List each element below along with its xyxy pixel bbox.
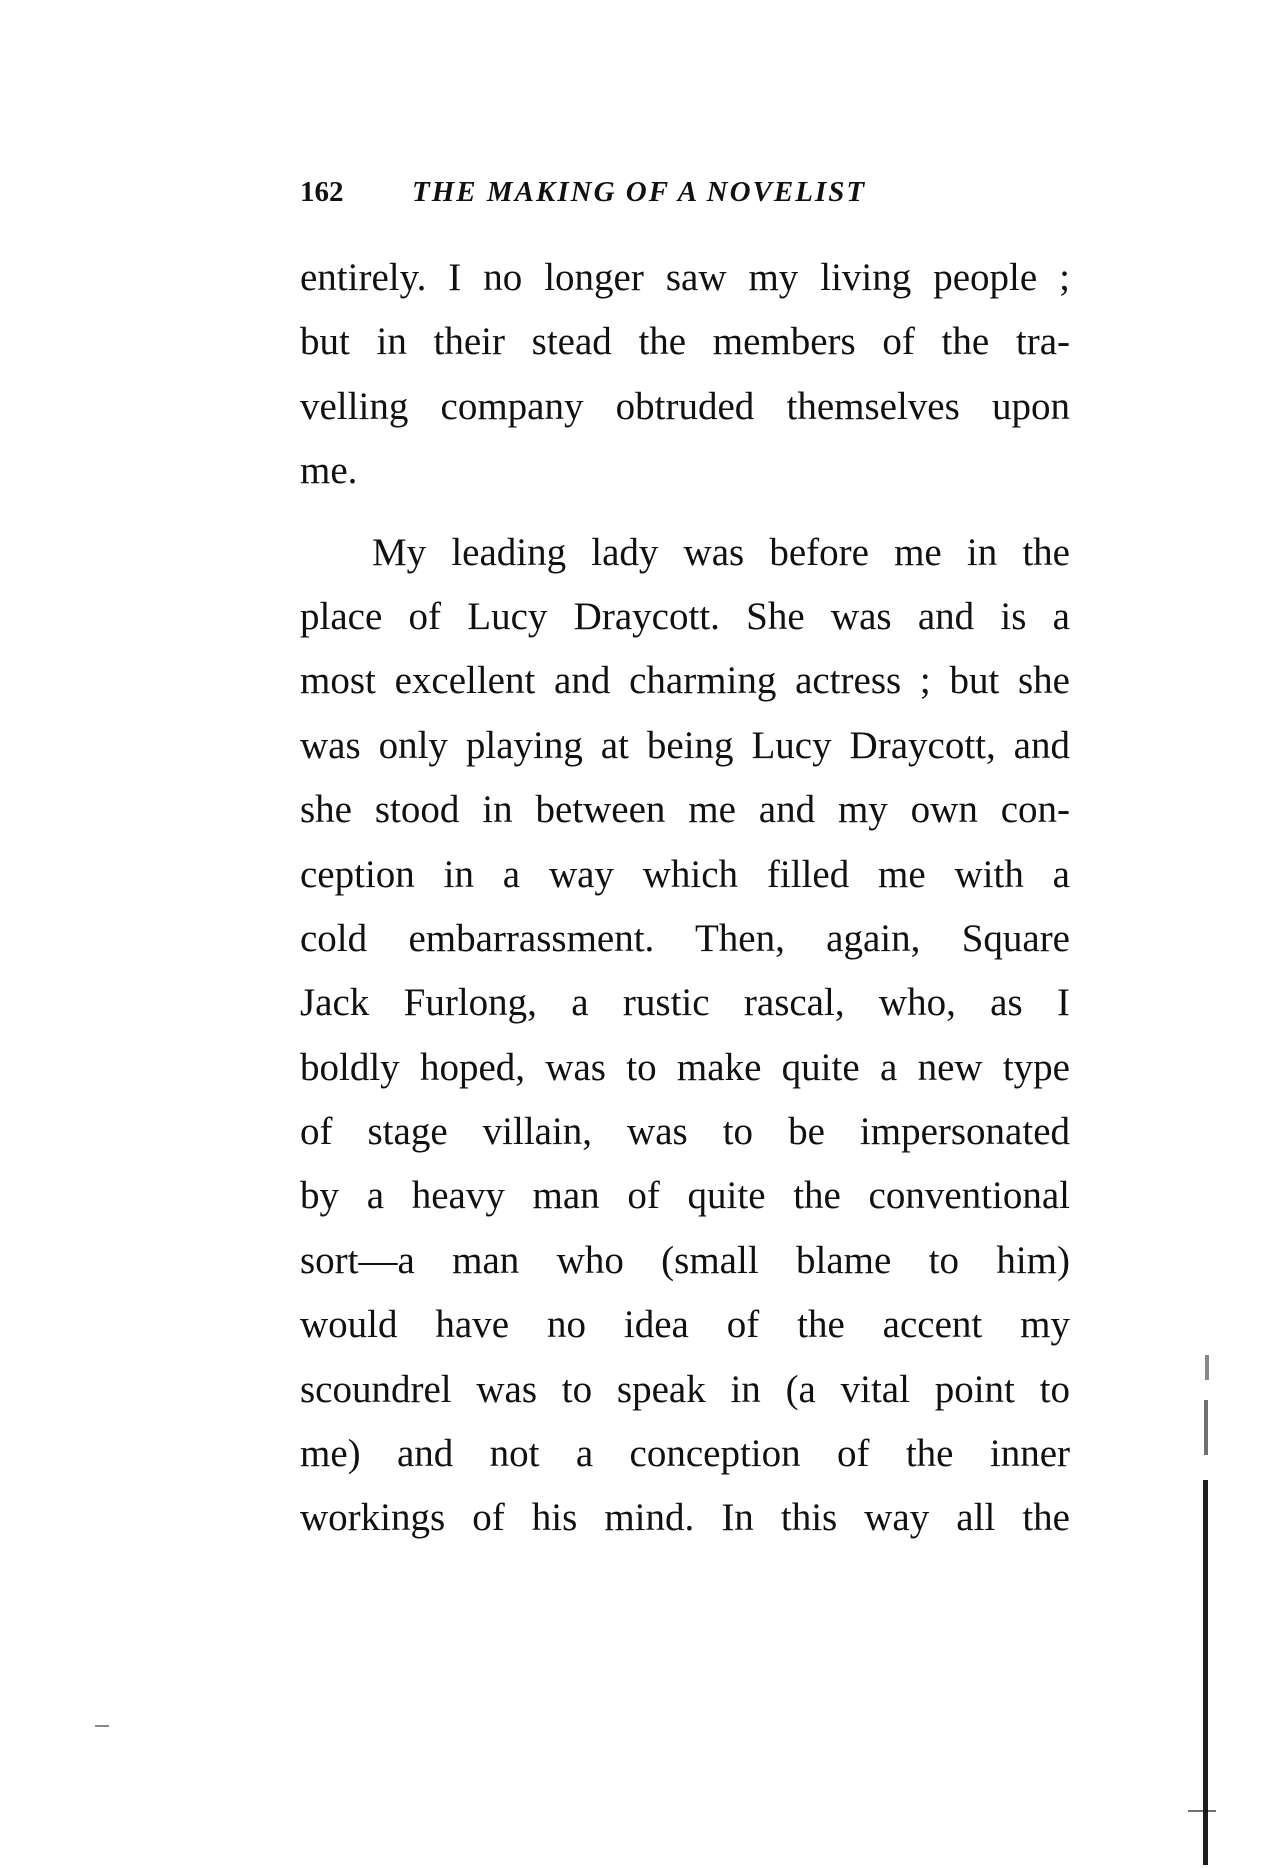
text-line: most excellent and charming actress ; but she [300,659,1070,703]
scan-artifact [1203,1480,1208,1865]
running-head [300,172,1070,212]
paragraph-2 [300,521,1070,1551]
text-line: My leading lady was before me in the [372,530,1070,574]
scan-artifact [1188,1810,1216,1812]
scan-artifact [1205,1355,1209,1380]
text-line: was only playing at being Lucy Draycott, and [300,723,1070,767]
text-line: velling company obtruded themselves upon [300,384,1070,428]
text-line: boldly hoped, was to make quite a new type [300,1045,1070,1089]
text-line: by a heavy man of quite the conventional [300,1174,1070,1218]
text-line: workings of his mind. In this way all the [300,1496,1070,1540]
text-line: would have no idea of the accent my [300,1303,1070,1347]
text-line: ception in a way which filled me with a [300,852,1070,896]
text-line: entirely. I no longer saw my living people ; [300,256,1070,299]
page-number: 162 [300,176,344,208]
text-line: scoundrel was to speak in (a vital point to [300,1367,1070,1411]
text-line: me. [300,449,358,493]
paragraph-1 [300,246,1070,504]
text-line: Jack Furlong, a rustic rascal, who, as I [300,981,1070,1025]
text-line: sort—a man who (small blame to him) [300,1238,1070,1282]
scan-artifact [95,1725,109,1727]
text-line: cold embarrassment. Then, again, Square [300,916,1070,960]
book-title: THE MAKING OF A NOVELIST [412,176,867,208]
text-line: but in their stead the members of the tra- [300,320,1070,364]
text-line: me) and not a conception of the inner [300,1432,1070,1476]
scan-artifact [1204,1400,1208,1455]
text-line: place of Lucy Draycott. She was and is a [300,594,1070,638]
text-line: of stage villain, was to be impersonated [300,1110,1070,1154]
text-line: she stood in between me and my own con- [300,788,1070,832]
body-text [300,246,1070,1551]
